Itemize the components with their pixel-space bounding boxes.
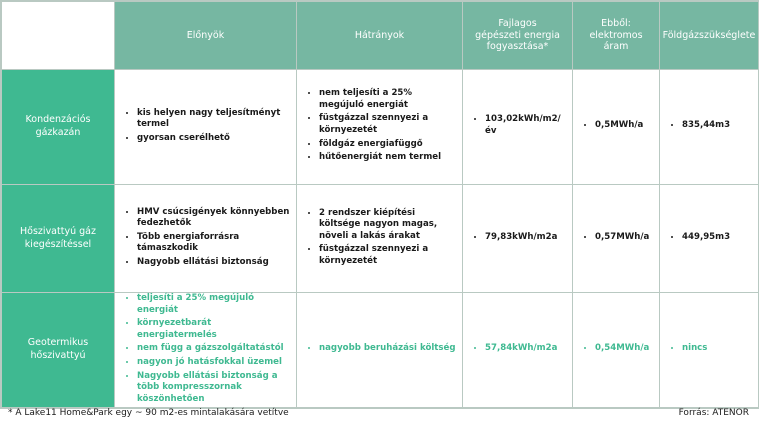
header-advantages: Előnyök (115, 2, 296, 69)
disadvantages-list (305, 343, 456, 355)
list-item: • nagyon jó hatásfokkal üzemel (137, 357, 290, 369)
row-header: Geotermikus hőszivattyú (2, 293, 114, 407)
list-item: • nem függ a gázszolgáltatástól (137, 343, 290, 355)
electricity-value: • 0,5MWh/a (595, 120, 653, 132)
source-credit: Forrás: ATENOR (678, 408, 749, 418)
gas-value: • 449,95m3 (682, 232, 752, 244)
list-item: • nem teljesíti a 25% megújuló energiát (319, 88, 456, 111)
list-item: • füstgázzal szennyezi a környezetét (319, 113, 456, 136)
electricity-cell (573, 185, 659, 292)
electricity-value: • 0,54MWh/a (595, 343, 653, 355)
list-item: • Több energiaforrásra támaszkodik (137, 232, 290, 255)
table-row (2, 70, 758, 184)
table-row (2, 185, 758, 292)
advantages-list (123, 207, 290, 269)
list-item: • gyorsan cserélhető (137, 133, 290, 145)
header-disadvantages: Hátrányok (297, 2, 462, 69)
header-energy: Fajlagos gépészeti energia fogyasztása* (463, 2, 572, 69)
energy-cell (463, 70, 572, 184)
disadvantages-list (305, 88, 456, 164)
list-item: • teljesíti a 25% megújuló energiát (137, 293, 290, 316)
gas-cell (660, 70, 758, 184)
list-item: • füstgázzal szennyezi a környezetét (319, 244, 456, 267)
electricity-cell (573, 293, 659, 407)
table-row (2, 293, 758, 407)
disadvantages-cell (297, 70, 462, 184)
footnote: * A Lake11 Home&Park egy ~ 90 m2-es mintalakására vetítve (8, 408, 289, 418)
header-electricity: Ebből: elektromos áram (573, 2, 659, 69)
list-item: • 2 rendszer kiépítési költsége nagyon magas, növeli a lakás árakat (319, 208, 456, 243)
advantages-list (123, 108, 290, 145)
corner-cell (2, 2, 114, 69)
energy-cell (463, 185, 572, 292)
advantages-list (123, 293, 290, 405)
list-item: • Nagyobb ellátási biztonság (137, 257, 290, 269)
advantages-cell (115, 70, 296, 184)
list-item: • HMV csúcsigények könnyebben fedezhetők (137, 207, 290, 230)
row-header: Kondenzációs gázkazán (2, 70, 114, 184)
advantages-cell (115, 185, 296, 292)
row-header: Hőszivattyú gáz kiegészítéssel (2, 185, 114, 292)
list-item: • nagyobb beruházási költség (319, 343, 456, 355)
list-item: • hűtőenergiát nem termel (319, 152, 456, 164)
energy-value: • 103,02kWh/m2/év (485, 114, 566, 137)
electricity-cell (573, 70, 659, 184)
disadvantages-cell (297, 293, 462, 407)
energy-value: • 79,83kWh/m2a (485, 232, 566, 244)
list-item: • környezetbarát energiatermelés (137, 318, 290, 341)
energy-value: • 57,84kWh/m2a (485, 343, 566, 355)
energy-cell (463, 293, 572, 407)
disadvantages-list (305, 208, 456, 268)
disadvantages-cell (297, 185, 462, 292)
header-gas: Földgázszükséglete (660, 2, 758, 69)
gas-value: • nincs (682, 343, 752, 355)
list-item: • kis helyen nagy teljesítményt termel (137, 108, 290, 131)
gas-cell (660, 293, 758, 407)
electricity-value: • 0,57MWh/a (595, 232, 653, 244)
gas-value: • 835,44m3 (682, 120, 752, 132)
header-row (2, 2, 758, 69)
list-item: • Nagyobb ellátási biztonság a több kompresszornak köszönhetően (137, 371, 290, 406)
advantages-cell (115, 293, 296, 407)
list-item: • földgáz energiafüggő (319, 139, 456, 151)
gas-cell (660, 185, 758, 292)
